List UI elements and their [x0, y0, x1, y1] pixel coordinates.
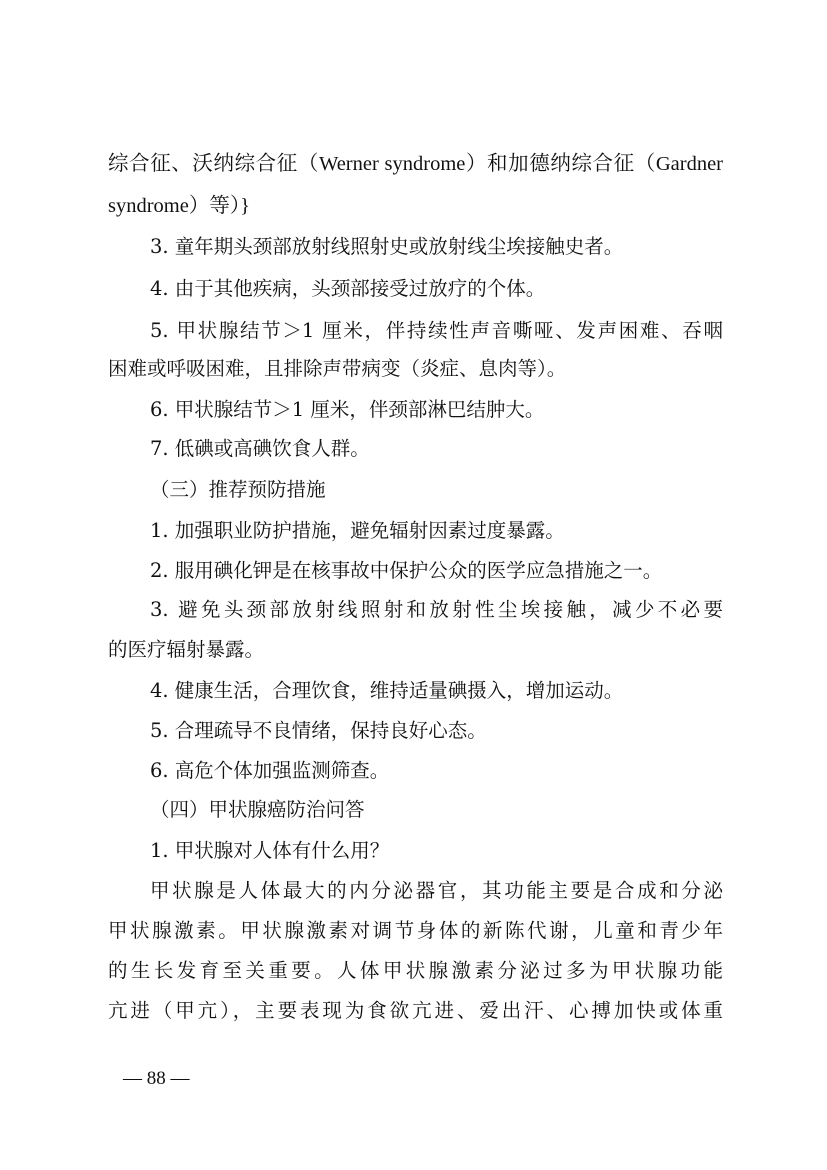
- list-item: 4. 健康生活，合理饮食，维持适量碘摄入，增加运动。: [150, 679, 624, 702]
- list-item: 6. 甲状腺结节＞1 厘米，伴颈部淋巴结肿大。: [150, 398, 545, 421]
- list-item: 3. 避免头颈部放射线照射和放射性尘埃接触，减少不必要: [150, 598, 723, 621]
- list-item: 7. 低碘或高碘饮食人群。: [150, 437, 370, 460]
- section-heading: （三）推荐预防措施: [150, 478, 326, 501]
- text-line: 的医疗辐射暴露。: [108, 638, 265, 661]
- list-item: 6. 高危个体加强监测筛查。: [150, 759, 390, 782]
- text-line: 综合征、沃纳综合征（Werner syndrome）和加德纳综合征（Gardner: [108, 153, 723, 175]
- list-item: 5. 合理疏导不良情绪，保持良好心态。: [150, 719, 487, 742]
- text-line: 困难或呼吸困难，且排除声带病变（炎症、息肉等）。: [108, 357, 567, 380]
- list-item: 2. 服用碘化钾是在核事故中保护公众的医学应急措施之一。: [150, 559, 663, 582]
- list-item: 4. 由于其他疾病，头颈部接受过放疗的个体。: [150, 277, 546, 300]
- text-line: syndrome）等）}: [108, 195, 250, 217]
- paragraph-line: 亢进（甲亢），主要表现为食欲亢进、爱出汗、心搏加快或体重: [108, 999, 723, 1022]
- paragraph-line: 甲状腺激素。甲状腺激素对调节身体的新陈代谢，儿童和青少年: [108, 919, 723, 942]
- paragraph-line: 的生长发育至关重要。人体甲状腺激素分泌过多为甲状腺功能: [108, 959, 723, 982]
- section-heading: （四）甲状腺癌防治问答: [150, 798, 365, 821]
- list-item: 3. 童年期头颈部放射线照射史或放射线尘埃接触史者。: [150, 235, 624, 258]
- list-item: 5. 甲状腺结节＞1 厘米，伴持续性声音嘶哑、发声困难、吞咽: [150, 319, 723, 342]
- paragraph-line: 甲状腺是人体最大的内分泌器官，其功能主要是合成和分泌: [150, 879, 723, 902]
- list-item: 1. 加强职业防护措施，避免辐射因素过度暴露。: [150, 519, 565, 542]
- page-number: — 88 —: [123, 1068, 190, 1089]
- question-heading: 1. 甲状腺对人体有什么用？: [150, 839, 390, 862]
